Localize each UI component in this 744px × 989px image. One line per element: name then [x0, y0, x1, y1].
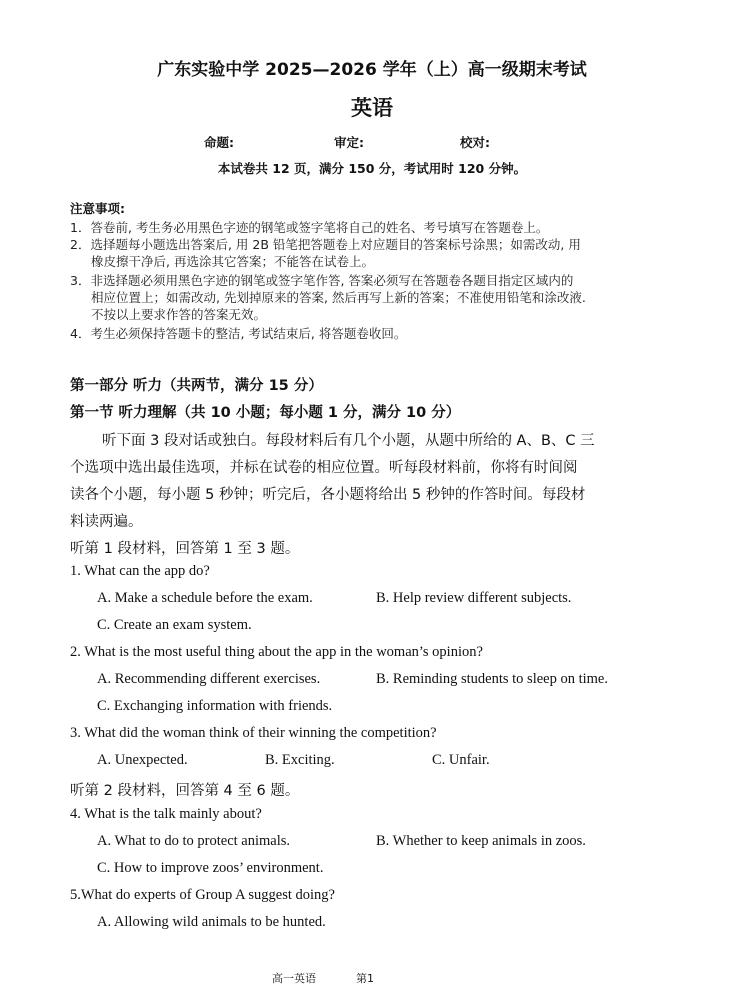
notice-line: 橡皮擦干净后, 再选涂其它答案；不能答在试卷上。: [91, 254, 374, 269]
notice-line: 不按以上要求作答的答案无效。: [91, 307, 267, 322]
notice-line: 3．非选择题必须用黑色字迹的钢笔或签字笔作答, 答案必须写在答题卷各题目指定区域内的: [70, 273, 574, 288]
intro-line: 料读两遍。: [70, 514, 143, 530]
question-5-option-a: A. Allowing wild animals to be hunted.: [97, 914, 326, 930]
question-2-option-c: C. Exchanging information with friends.: [97, 698, 333, 714]
notice-line: 相应位置上；如需改动, 先划掉原来的答案, 然后再写上新的答案；不准使用铅笔和涂改液.: [91, 290, 586, 305]
section1-heading: 第一节 听力理解（共 10 小题；每小题 1 分，满分 10 分）: [70, 405, 461, 421]
question-1-option-a: A. Make a schedule before the exam.: [97, 590, 313, 606]
exam-subject: 英语: [351, 96, 393, 120]
notice-heading: 注意事项:: [70, 201, 125, 216]
question-1-stem: 1. What can the app do?: [70, 563, 210, 579]
question-3-option-a: A. Unexpected.: [97, 752, 188, 768]
question-3-stem: 3. What did the woman think of their winning the competition?: [70, 725, 437, 741]
exam-info: 本试卷共 12 页，满分 150 分，考试用时 120 分钟。: [217, 161, 527, 176]
notice-line: 1．答卷前, 考生务必用黑色字迹的钢笔或签字笔将自己的姓名、考号填写在答题卷上。: [70, 220, 549, 235]
notice-line: 4．考生必须保持答题卡的整洁, 考试结束后, 将答题卷收回。: [70, 326, 407, 341]
intro-line: 个选项中选出最佳选项，并标在试卷的相应位置。听每段材料前，你将有时间阅: [70, 460, 578, 476]
question-3-option-b: B. Exciting.: [265, 752, 335, 768]
intro-line: 读各个小题，每小题 5 秒钟；听完后，各小题将给出 5 秒钟的作答时间。每段材: [70, 487, 586, 503]
question-2-stem: 2. What is the most useful thing about the app in the woman’s opinion?: [70, 644, 483, 660]
reviewer-label: 审定:: [334, 135, 364, 150]
footer-page: 第1: [356, 972, 374, 985]
intro-line: 听下面 3 段对话或独白。每段材料后有几个小题，从题中所给的 A、B、C 三: [102, 433, 595, 449]
notice-line: 2．选择题每小题选出答案后, 用 2B 铅笔把答题卷上对应题目的答案标号涂黑；如需改动, 用: [70, 237, 581, 252]
setter-label: 命题:: [204, 135, 234, 150]
passage2-instruction: 听第 2 段材料，回答第 4 至 6 题。: [70, 783, 300, 799]
passage1-instruction: 听第 1 段材料，回答第 1 至 3 题。: [70, 541, 300, 557]
question-1-option-b: B. Help review different subjects.: [376, 590, 572, 606]
proofreader-label: 校对:: [460, 135, 490, 150]
question-5-stem: 5.What do experts of Group A suggest doing?: [70, 887, 335, 903]
exam-title: 广东实验中学 2025—2026 学年（上）高一级期末考试: [157, 60, 587, 80]
question-2-option-b: B. Reminding students to sleep on time.: [376, 671, 608, 687]
question-2-option-a: A. Recommending different exercises.: [97, 671, 321, 687]
part1-heading: 第一部分 听力（共两节，满分 15 分）: [70, 378, 323, 394]
footer-subject: 高一英语: [272, 972, 316, 985]
question-1-option-c: C. Create an exam system.: [97, 617, 252, 633]
question-4-option-b: B. Whether to keep animals in zoos.: [376, 833, 586, 849]
question-4-stem: 4. What is the talk mainly about?: [70, 806, 262, 822]
question-4-option-a: A. What to do to protect animals.: [97, 833, 291, 849]
question-3-option-c: C. Unfair.: [432, 752, 490, 768]
question-4-option-c: C. How to improve zoos’ environment.: [97, 860, 324, 876]
